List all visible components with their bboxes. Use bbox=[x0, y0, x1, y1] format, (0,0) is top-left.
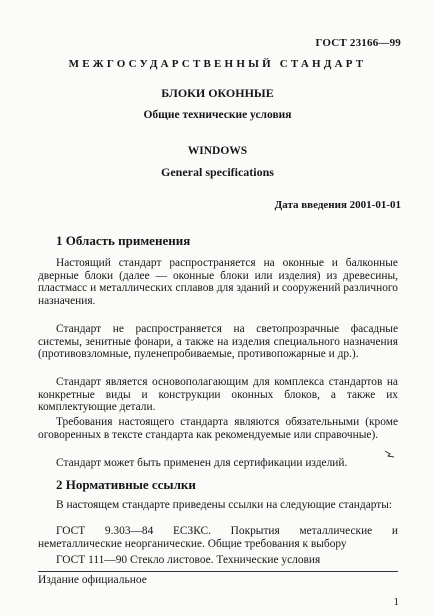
document-subtitle-en: General specifications bbox=[161, 165, 274, 179]
scope-paragraph: Стандарт не распространяется на светопрозрачные фасадные системы, зенитные фонари, а также на изделия специального назначения (противовзломные, пуленепробиваемые, противопожарные и др.). bbox=[38, 323, 398, 361]
footer-divider bbox=[38, 571, 398, 572]
page-number: 1 bbox=[393, 596, 399, 608]
scope-paragraph: Требования настоящего стандарта являются обязательными (кроме оговоренных в тексте стандарта как рекомендуемые или справочные). bbox=[38, 416, 398, 441]
document-title-en: WINDOWS bbox=[187, 145, 248, 157]
interstate-standard-label: МЕЖГОСУДАРСТВЕННЫЙ СТАНДАРТ bbox=[68, 58, 367, 70]
document-title-ru: БЛОКИ ОКОННЫЕ bbox=[161, 86, 274, 100]
document-subtitle-ru: Общие технические условия bbox=[143, 109, 292, 121]
scope-paragraph: Настоящий стандарт распространяется на оконные и балконные дверные блоки (далее — оконные блоки или изделия) из древесины, пластмасс и металлических сплавов для зданий и сооружений различного назначения. bbox=[38, 257, 398, 307]
pen-mark-icon bbox=[384, 448, 396, 458]
reference-item: ГОСТ 9.303—84 ЕСЗКС. Покрытия металлические и неметаллические неорганические. Общие требования к выбору bbox=[38, 525, 398, 550]
references-intro: В настоящем стандарте приведены ссылки на следующие стандарты: bbox=[56, 499, 393, 511]
edition-label: Издание официальное bbox=[38, 574, 147, 586]
section-heading-scope: 1 Область применения bbox=[56, 233, 191, 248]
introduction-date: Дата введения 2001-01-01 bbox=[274, 199, 401, 211]
standard-code: ГОСТ 23166—99 bbox=[315, 37, 401, 49]
scope-paragraph: Стандарт может быть применен для сертификации изделий. bbox=[56, 457, 348, 469]
scope-paragraph: Стандарт является основополагающим для комплекса стандартов на конкретные виды и конструкции оконных блоков, а также их комплектующие детали. bbox=[38, 376, 398, 414]
section-heading-references: 2 Нормативные ссылки bbox=[56, 477, 196, 492]
reference-item: ГОСТ 111—90 Стекло листовое. Технические условия bbox=[56, 554, 321, 566]
